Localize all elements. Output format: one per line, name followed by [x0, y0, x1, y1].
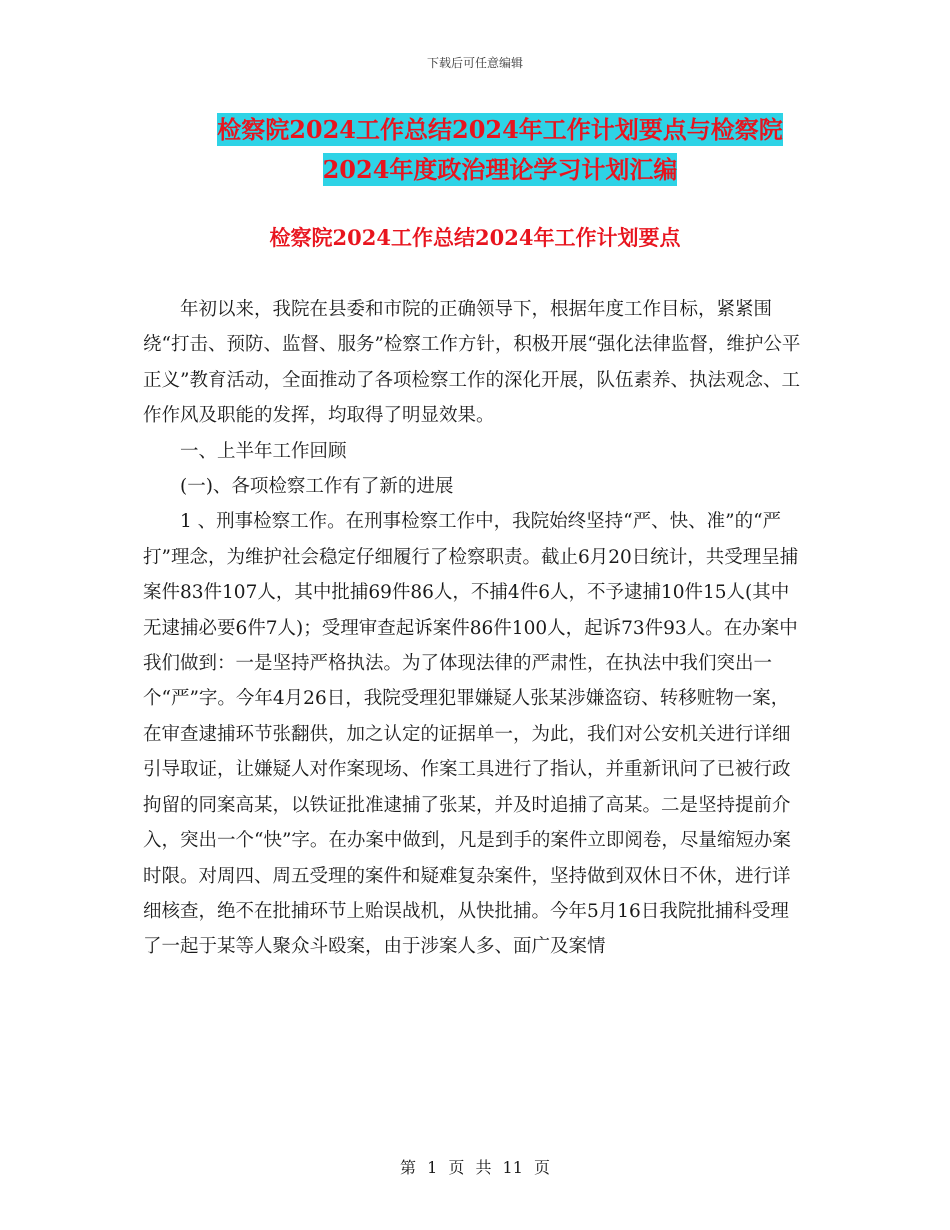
document-title-line1: 检察院2024工作总结2024年工作计划要点与检察院: [217, 115, 783, 144]
document-body: [143, 292, 807, 965]
document-title-line2: 2024年度政治理论学习计划汇编: [322, 155, 678, 184]
header-note: 下载后可任意编辑: [426, 56, 523, 70]
body-paragraph: 年初以来，我院在县委和市院的正确领导下，根据年度工作目标，紧紧围绕“打击、预防、监督、服务”检察工作方针，积极开展“强化法律监督，维护公平正义”教育活动，全面推动了各项检察工作的深化开展，队伍素养、执法观念、工作作风及职能的发挥，均取得了明显效果。: [143, 299, 801, 427]
document-title: [140, 110, 860, 190]
page-number: 第 1 页 共 11 页: [400, 1158, 550, 1177]
body-paragraph: 1 、刑事检察工作。在刑事检察工作中，我院始终坚持“严、快、准”的“严打”理念，为维护社会稳定仔细履行了检察职责。截止6月20日统计，共受理呈捕案件83件107人，其中批捕69件86人，不捕4件6人，不予逮捕10件15人(其中无逮捕必要6件7人)；受理审查起诉案件86件100人，起诉73件93人。在办案中我们做到：一是坚持严格执法。为了体现法律的严肃性，在执法中我们突出一个“严”字。今年4月26日，我院受理犯罪嫌疑人张某涉嫌盗窃、转移赃物一案，在审查逮捕环节张翻供，加之认定的证据单一，为此，我们对公安机关进行详细引导取证，让嫌疑人对作案现场、作案工具进行了指认，并重新讯问了已被行政拘留的同案高某，以铁证批准逮捕了张某，并及时追捕了高某。二是坚持提前介入，突出一个“快”字。在办案中做到，凡是到手的案件立即阅卷，尽量缩短办案时限。对周四、周五受理的案件和疑难复杂案件，坚持做到双休日不休，进行详细核查，绝不在批捕环节上贻误战机，从快批捕。今年5月16日我院批捕科受理了一起于某等人聚众斗殴案，由于涉案人多、面广及案情: [143, 511, 799, 958]
section-title: 检察院2024工作总结2024年工作计划要点: [269, 225, 681, 250]
body-subheading: (一)、各项检察工作有了新的进展: [180, 476, 454, 498]
body-heading: 一、上半年工作回顾: [180, 440, 347, 462]
